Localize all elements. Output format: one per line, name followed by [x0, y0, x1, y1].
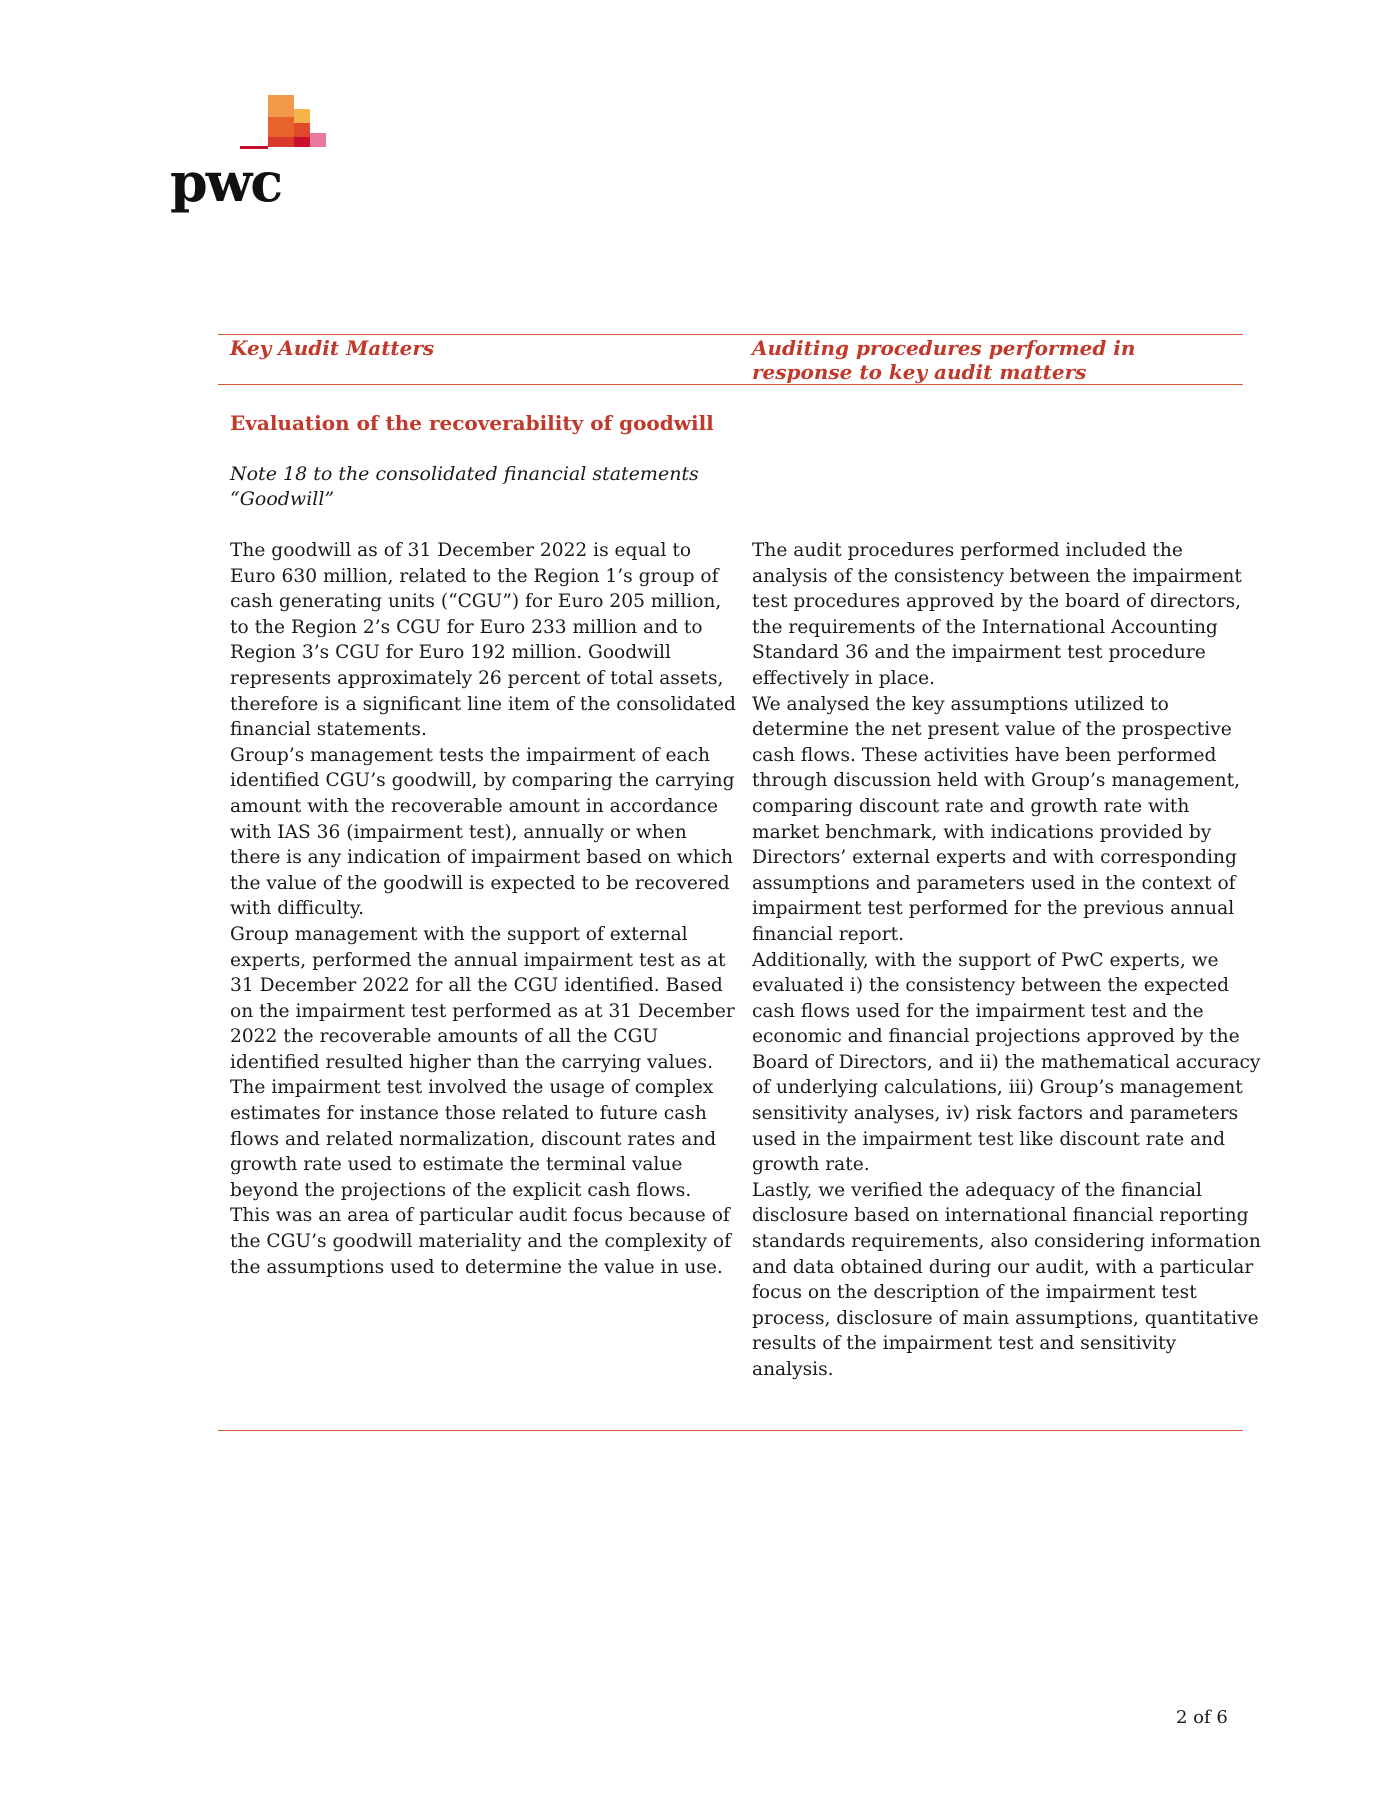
- paragraph: Group’s management tests the impairment of each identified CGU’s goodwill, by comparing the carrying amount with the recoverable amount in accordance with IAS 36 (impairment test), annually or when there is any indication of impairment based on which the value of the goodwill is expected to be recovered with difficulty.: [230, 744, 735, 920]
- note-reference: [230, 462, 730, 512]
- paragraph: The goodwill as of 31 December 2022 is equal to Euro 630 million, related to the Region 1’s group of cash generating units (“CGU”) for Euro 205 million, to the Region 2’s CGU for Euro 233 million and to Region 3’s CGU for Euro 192 million. Goodwill represents approximately 26 percent of total assets, therefore is a significant line item of the consolidated financial statements.: [230, 540, 736, 741]
- note-line: “Goodwill”: [230, 488, 335, 510]
- note-line: Note 18 to the consolidated financial statements: [230, 463, 699, 485]
- page-number: 2 of 6: [1176, 1707, 1228, 1728]
- pwc-logo: [170, 95, 330, 215]
- table-bottom-rule: [218, 1430, 1243, 1431]
- header-key-audit-matters: Key Audit Matters: [230, 336, 435, 360]
- logo-square: [294, 123, 310, 137]
- logo-square: [268, 95, 294, 117]
- paragraph: Group management with the support of external experts, performed the annual impairment test as at 31 December 2022 for all the CGU identified. Based on the impairment test performed as at 31 December 2022 the recoverable amounts of all the CGU identified resulted higher than the carrying values.: [230, 923, 735, 1073]
- table-top-rule: [218, 334, 1243, 335]
- logo-wordmark: pwc: [170, 150, 282, 214]
- logo-square: [310, 133, 326, 147]
- logo-square: [294, 137, 310, 147]
- paragraph: Additionally, with the support of PwC experts, we evaluated i) the consistency between the expected cash flows used for the impairment test and the economic and financial projections approved by the Board of Directors, and ii) the mathematical accuracy of underlying calculations, iii) Group’s management sensitivity analyses, iv) risk factors and parameters used in the impairment test like discount rate and growth rate.: [752, 949, 1261, 1176]
- header-auditing-procedures: Auditing procedures performed in response to key audit matters: [752, 336, 1136, 384]
- paragraph: The audit procedures performed included the analysis of the consistency between the impairment test procedures approved by the board of directors, the requirements of the International Accounting Standard 36 and the impairment test procedure effectively in place.: [752, 540, 1242, 689]
- paragraph: This was an area of particular audit focus because of the CGU’s goodwill materiality and the complexity of the assumptions used to determine the value in use.: [230, 1205, 731, 1278]
- paragraph: We analysed the key assumptions utilized to determine the net present value of the prospective cash flows. These activities have been performed through discussion held with Group’s management, comparing discount rate and growth rate with market benchmark, with indications provided by Directors’ external experts and with corresponding assumptions and parameters used in the context of impairment test performed for the previous annual financial report.: [752, 693, 1240, 945]
- audit-procedures-text: [752, 538, 1262, 1383]
- logo-square: [294, 109, 310, 123]
- logo-square: [268, 137, 294, 147]
- paragraph: Lastly, we verified the adequacy of the financial disclosure based on international financial reporting standards requirements, also considering information and data obtained during our audit, with a particular focus on the description of the impairment test process, disclosure of main assumptions, quantitative results of the impairment test and sensitivity analysis.: [752, 1179, 1261, 1380]
- table-header-rule: [218, 384, 1243, 385]
- key-audit-matter-text: [230, 538, 740, 1280]
- paragraph: The impairment test involved the usage of complex estimates for instance those related to future cash flows and related normalization, discount rates and growth rate used to estimate the terminal value beyond the projections of the explicit cash flows.: [230, 1077, 717, 1201]
- logo-square: [268, 117, 294, 137]
- logo-underline: [240, 146, 268, 149]
- section-title: Evaluation of the recoverability of goodwill: [230, 411, 714, 435]
